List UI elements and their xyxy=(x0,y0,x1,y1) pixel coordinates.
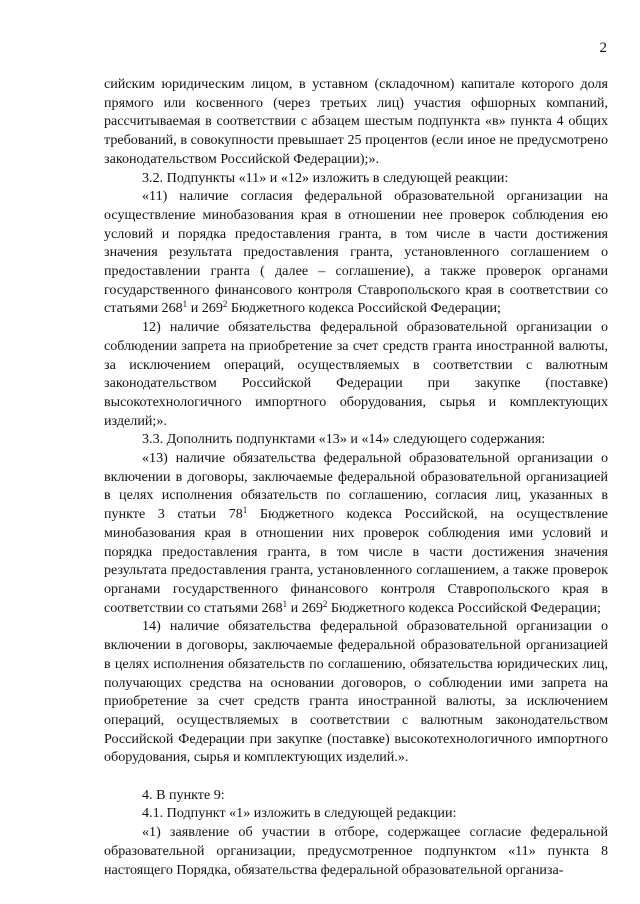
paragraph: 3.3. Дополнить подпунктами «13» и «14» следующего содержания: xyxy=(142,431,546,448)
paragraph: «11) наличие согласия федеральной образовательной организации на осуществление минобазования края в отношении нее проверок соблюдения ею условий и порядка предоставления гранта, в том числе в части достижения значения результата предоставления гранта, установленного соглашением о предоставлении гранта ( далее – соглашение), а также проверок органами государственного финансового контроля Ставропольского края в соответствии со статьями $268^1$ и $269^2$ Бюджетного кодекса Российской Федерации; xyxy=(104,188,608,317)
paragraph: «1) заявление об участии в отборе, содержащее согласие федеральной образовательной организации, предусмотренное подпунктом «11» пункта 8 настоящего Порядка, обязательства федеральной образовательной организа- xyxy=(104,824,608,878)
paragraph: сийским юридическим лицом, в уставном (складочном) капитале которого доля прямого или косвенного (через третьих лиц) участия офшорных компаний, рассчитываемая в соответствии с абзацем шестым подпункта «в» пункта 4 общих требований, в совокупности превышает 25 процентов (если иное не предусмотрено законодательством Российской Федерации);». xyxy=(104,76,608,167)
paragraph: 14) наличие обязательства федеральной образовательной организации о включении в договоры, заключаемые федеральной образовательной организацией в целях исполнения обязательств по соглашению, обязательства юридических лиц, получающих средства на основании договоров, о соблюдении ими запрета на приобретение за счет средств гранта иностранной валюты, за исключением операций, осуществляемых в соответствии с валютным законодательством Российской Федерации при закупке (поставке) высокотехнологичного импортного оборудования, сырья и комплектующих изделий.». xyxy=(104,618,608,766)
document-body xyxy=(104,75,608,879)
paragraph-spacer xyxy=(104,767,608,786)
paragraph: 4. В пункте 9: xyxy=(142,786,225,803)
page-number: 2 xyxy=(599,40,607,56)
paragraph: «13) наличие обязательства федеральной образовательной организации о включении в договоры, заключаемые федеральной образовательной организацией в целях исполнения обязательств по соглашению, согласия лиц, указанных в пункте 3 статьи $78^1$ Бюджетного кодекса Российской, на осуществление минобазования края в отношении них проверок соблюдения ими условий и порядка предоставления гранта, в том числе в части достижения значения результата предоставления гранта, установленного соглашением, а также проверок органами государственного финансового контроля Ставропольского края в соответствии со статьями $268^1$ и $269^2$ Бюджетного кодекса Российской Федерации; xyxy=(104,450,608,616)
paragraph: 12) наличие обязательства федеральной образовательной организации о соблюдении запрета на приобретение за счет средств гранта иностранной валюты, за исключением операций, осуществляемых в соответствии с валютным законодательством Российской Федерации при закупке (поставке) высокотехнологичного импортного оборудования, сырья и комплектующих изделий;». xyxy=(104,319,608,429)
paragraph: 4.1. Подпункт «1» изложить в следующей редакции: xyxy=(142,805,457,822)
paragraph: 3.2. Подпункты «11» и «12» изложить в следующей реакции: xyxy=(142,169,509,186)
